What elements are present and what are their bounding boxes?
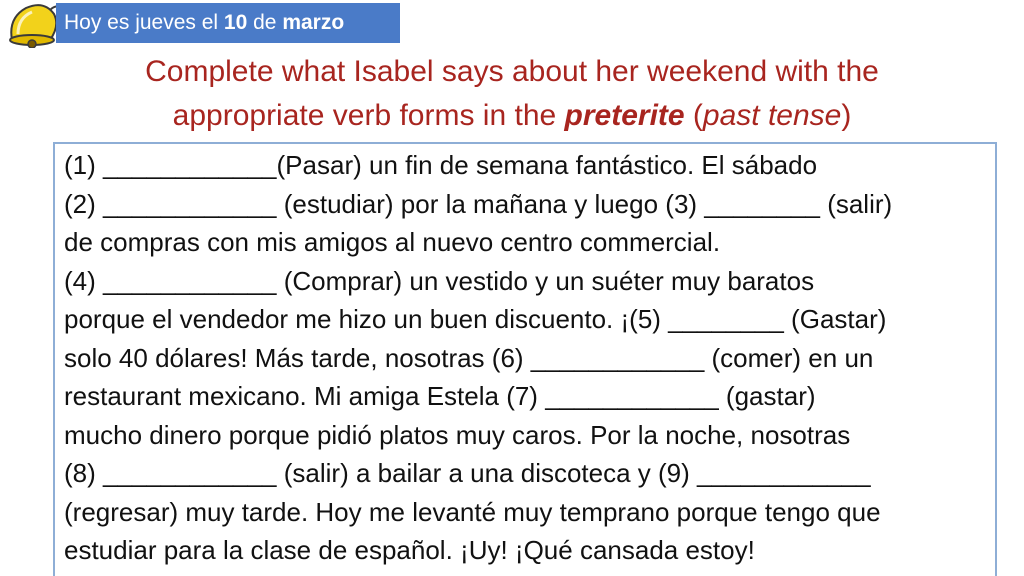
passage-box	[53, 142, 997, 576]
passage-line: solo 40 dólares! Más tarde, nosotras (6) ____________ (comer) en un	[64, 342, 874, 373]
title-preterite: preterite	[564, 99, 685, 132]
page-title	[0, 50, 1024, 138]
passage-line: porque el vendedor me hizo un buen discuento. ¡(5) ________ (Gastar)	[64, 304, 887, 334]
bell-icon	[4, 0, 64, 48]
passage-line: (8) ____________ (salir) a bailar a una discoteca y (9) ____________	[64, 458, 871, 488]
passage-line: de compras con mis amigos al nuevo centro commercial.	[64, 227, 721, 257]
passage-line: (2) ____________ (estudiar) por la mañana y luego (3) ________ (salir)	[64, 188, 893, 219]
date-mid: de	[247, 11, 283, 34]
title-line-2-suffix: )	[841, 99, 852, 132]
date-month: marzo	[282, 11, 345, 34]
passage-line: mucho dinero porque pidió platos muy caros. Por la noche, nosotras	[64, 419, 851, 450]
title-line-1: Complete what Isabel says about her weekend with the	[145, 55, 879, 88]
date-banner	[56, 3, 400, 43]
title-line-2-prefix: appropriate verb forms in the	[172, 99, 565, 132]
title-line-2	[0, 94, 1024, 138]
date-day: 10	[223, 11, 248, 34]
passage-line: (regresar) muy tarde. Hoy me levanté muy temprano porque tengo que	[64, 496, 881, 527]
title-line-2-mid: (	[684, 99, 703, 132]
title-past-tense: past tense	[702, 99, 842, 132]
passage-line: (1) ____________(Pasar) un fin de semana fantástico. El sábado	[64, 150, 818, 180]
passage-line: (4) ____________ (Comprar) un vestido y un suéter muy baratos	[64, 265, 815, 296]
passage-line: restaurant mexicano. Mi amiga Estela (7) ____________ (gastar)	[64, 381, 816, 411]
date-prefix: Hoy es jueves el	[64, 11, 224, 34]
passage-line: estudiar para la clase de español. ¡Uy! ¡Qué cansada estoy!	[64, 535, 755, 565]
